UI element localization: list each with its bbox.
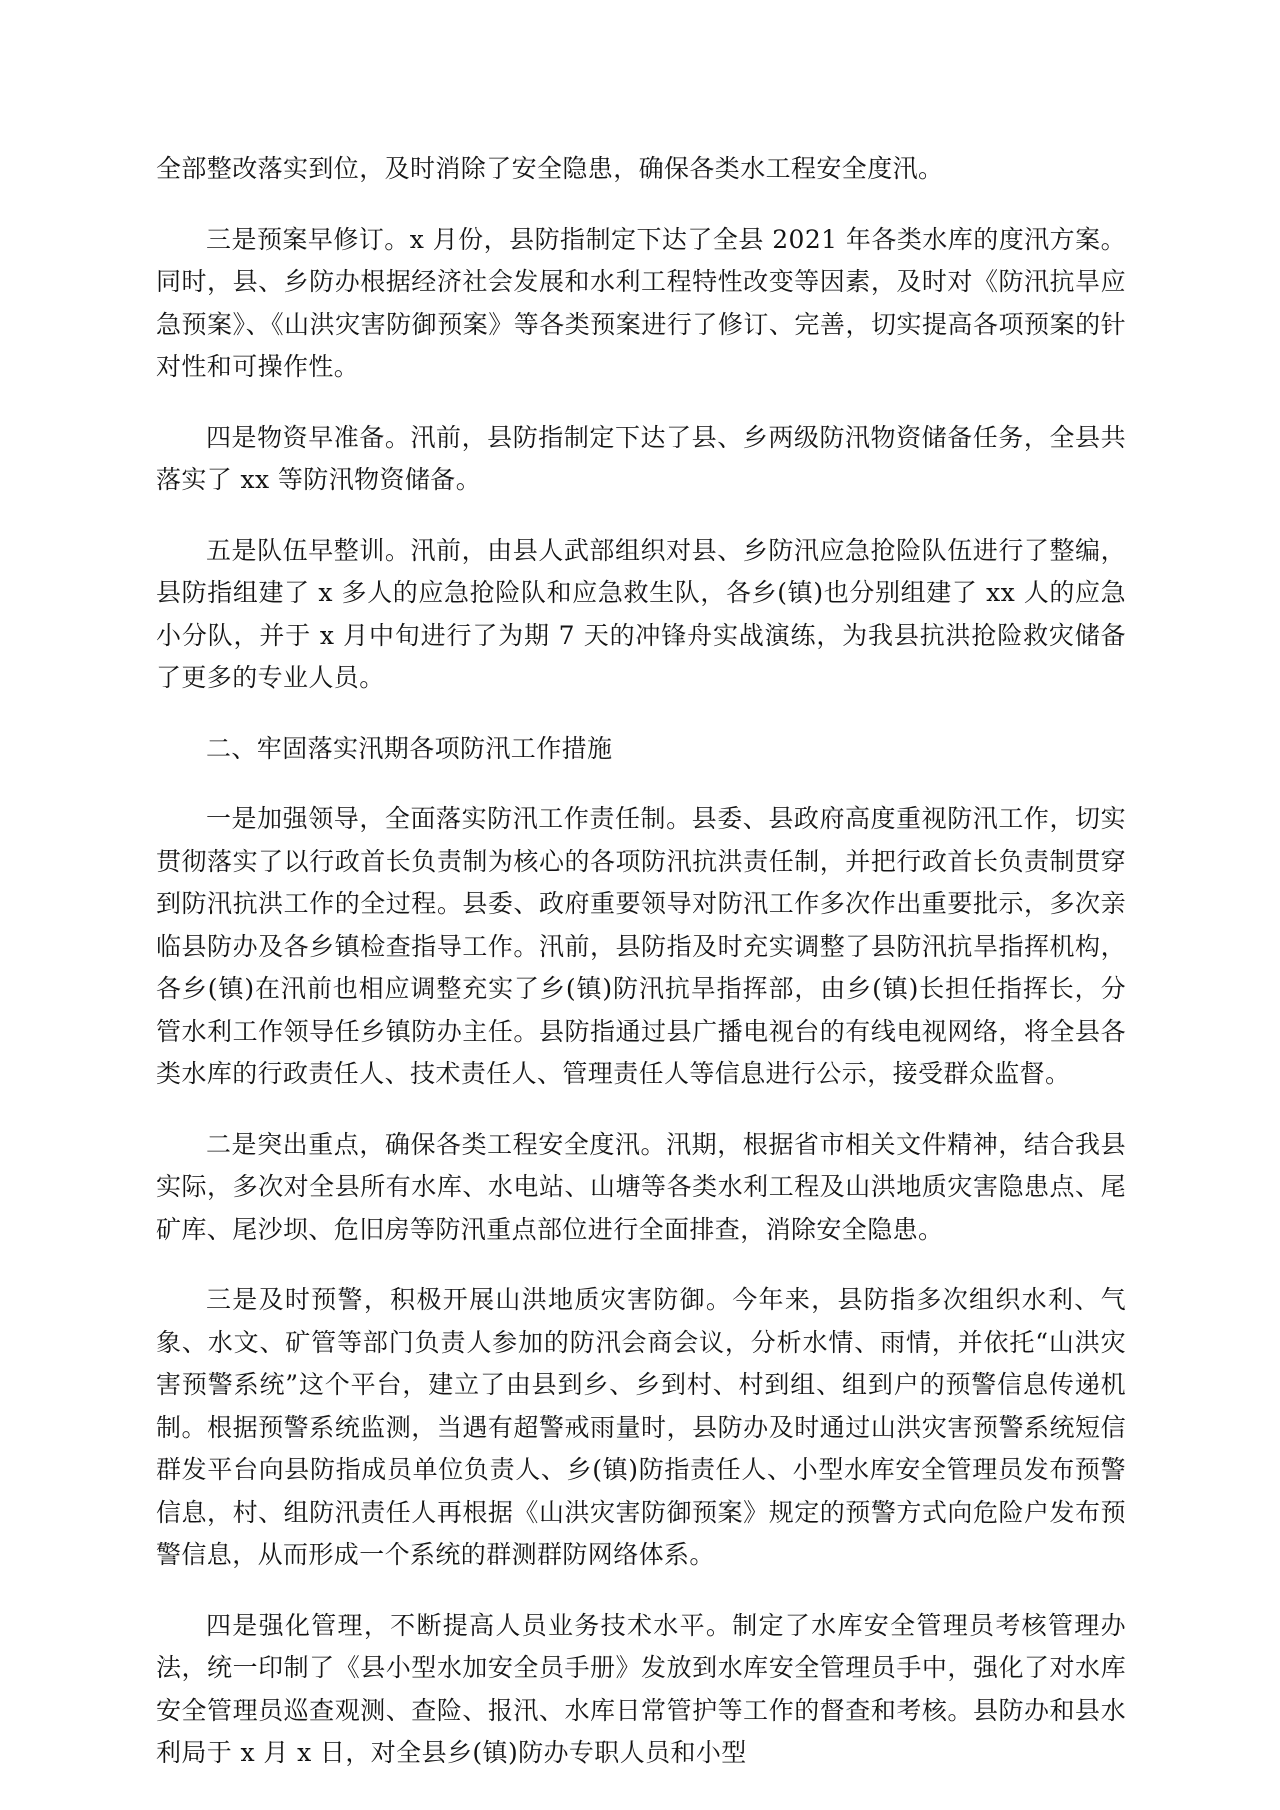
paragraph-materials: 四是物资早准备。汛前，县防指制定下达了县、乡两级防汛物资储备任务，全县共落实了 xx 等防汛物资储备。	[156, 422, 1126, 494]
paragraph-leadership: 一是加强领导，全面落实防汛工作责任制。县委、县政府高度重视防汛工作，切实贯彻落实了以行政首长负责制为核心的各项防汛抗洪责任制，并把行政首长负责制贯穿到防汛抗洪工作的全过程。县委、政府重要领导对防汛工作多次作出重要批示，多次亲临县防办及各乡镇检查指导工作。汛前，县防指及时充实调整了县防汛抗旱指挥机构，各乡(镇)在汛前也相应调整充实了乡(镇)防汛抗旱指挥部，由乡(镇)长担任指挥长，分管水利工作领导任乡镇防办主任。县防指通过县广播电视台的有线电视网络，将全县各类水库的行政责任人、技术责任人、管理责任人等信息进行公示，接受群众监督。	[156, 804, 1126, 1088]
paragraph-continuation: 全部整改落实到位，及时消除了安全隐患，确保各类水工程安全度汛。	[156, 154, 944, 183]
paragraph-key-points: 二是突出重点，确保各类工程安全度汛。汛期，根据省市相关文件精神，结合我县实际，多次对全县所有水库、水电站、山塘等各类水利工程及山洪地质灾害隐患点、尾矿库、尾沙坝、危旧房等防汛重点部位进行全面排查，消除安全隐患。	[156, 1129, 1126, 1244]
paragraph-early-warning: 三是及时预警，积极开展山洪地质灾害防御。今年来，县防指多次组织水利、气象、水文、矿管等部门负责人参加的防汛会商会议，分析水情、雨情，并依托“山洪灾害预警系统”这个平台，建立了由县到乡、乡到村、村到组、组到户的预警信息传递机制。根据预警系统监测，当遇有超警戒雨量时，县防办及时通过山洪灾害预警系统短信群发平台向县防指成员单位负责人、乡(镇)防指责任人、小型水库安全管理员发布预警信息，村、组防汛责任人再根据《山洪灾害防御预案》规定的预警方式向危险户发布预警信息，从而形成一个系统的群测群防网络体系。	[156, 1285, 1126, 1569]
section-heading: 二、牢固落实汛期各项防汛工作措施	[206, 733, 613, 763]
paragraph-management: 四是强化管理，不断提高人员业务技术水平。制定了水库安全管理员考核管理办法，统一印制了《县小型水加安全员手册》发放到水库安全管理员手中，强化了对水库安全管理员巡查观测、查险、报汛、水库日常管护等工作的督查和考核。县防办和县水利局于 x 月 x 日，对全县乡(镇)防办专职人员和小型	[156, 1610, 1126, 1767]
paragraph-plan-revision: 三是预案早修订。x 月份，县防指制定下达了全县 2021 年各类水库的度汛方案。同时，县、乡防办根据经济社会发展和水利工程特性改变等因素，及时对《防汛抗旱应急预案》、《山洪灾害防御预案》等各类预案进行了修订、完善，切实提高各项预案的针对性和可操作性。	[156, 224, 1126, 381]
paragraph-team-training: 五是队伍早整训。汛前，由县人武部组织对县、乡防汛应急抢险队伍进行了整编，县防指组建了 x 多人的应急抢险队和应急救生队，各乡(镇)也分别组建了 xx 人的应急小分队，并于 x 月中旬进行了为期 7 天的冲锋舟实战演练，为我县抗洪抢险救灾储备了更多的专业人员。	[156, 535, 1126, 692]
document-body	[156, 148, 1126, 1803]
